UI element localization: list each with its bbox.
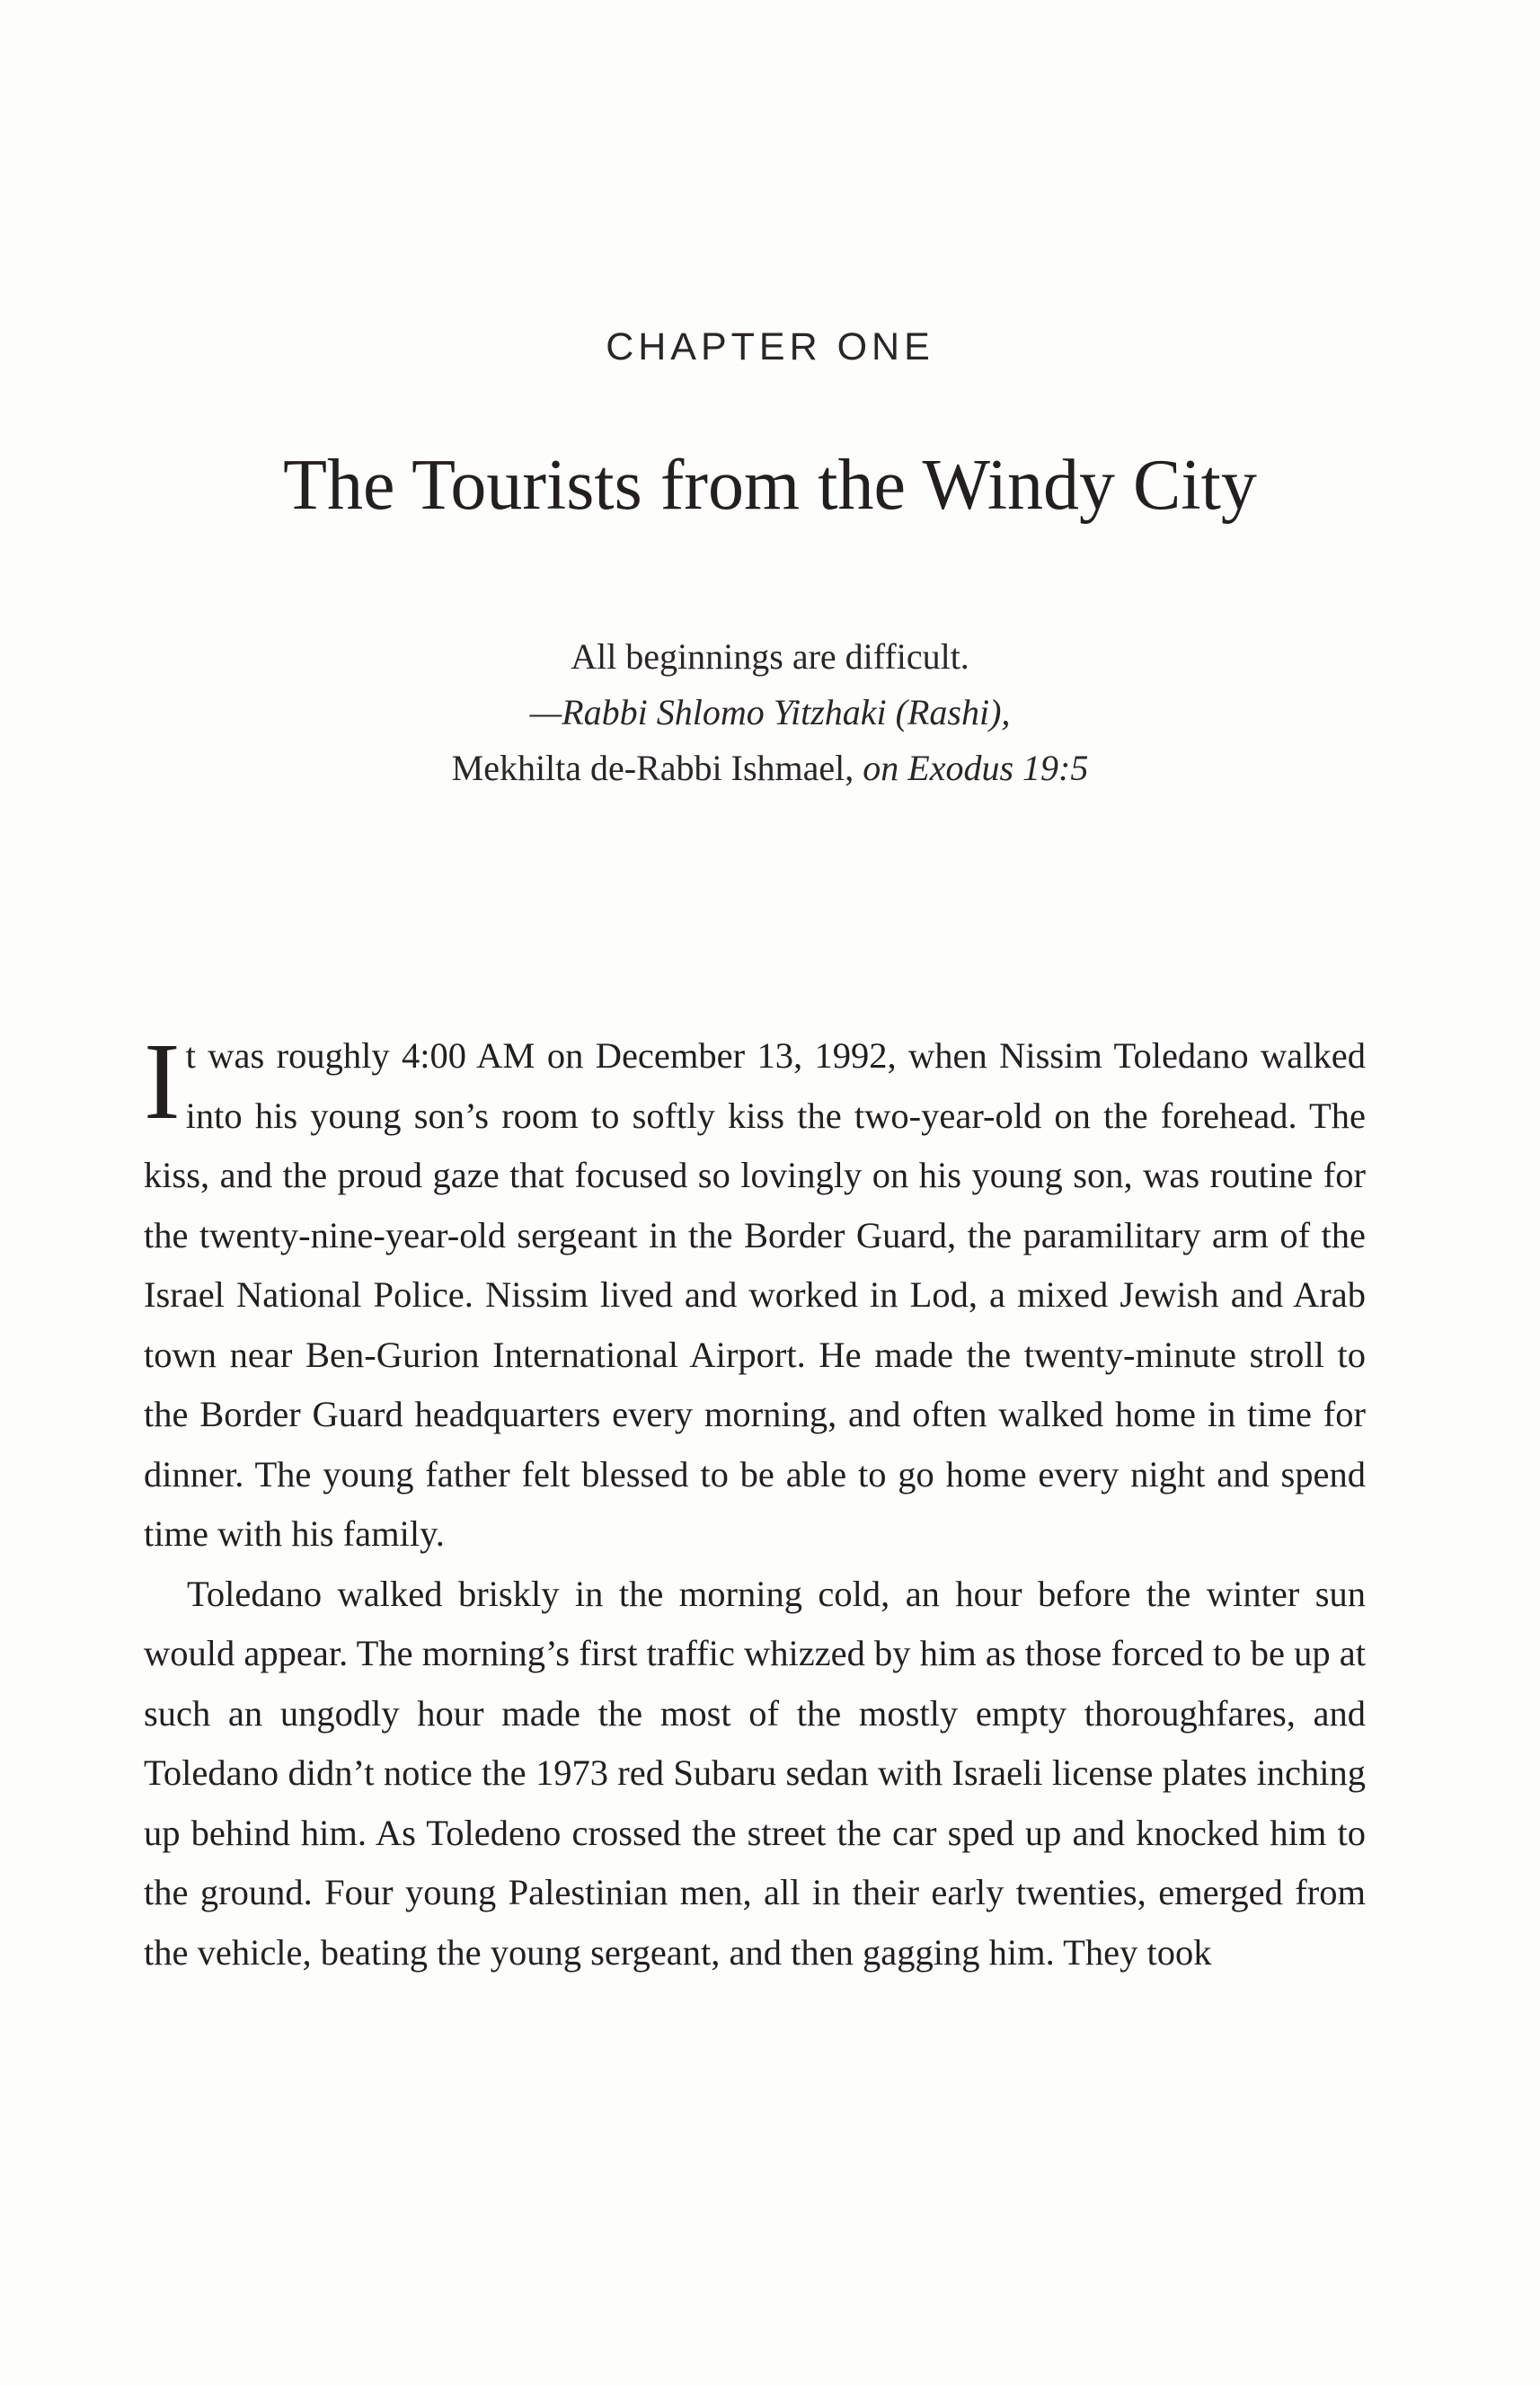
chapter-label: CHAPTER ONE	[606, 325, 934, 368]
chapter-body	[144, 1021, 1366, 1982]
epigraph-attribution: —Rabbi Shlomo Yitzhaki (Rashi),	[529, 692, 1011, 732]
epigraph	[0, 629, 1540, 796]
paragraph-1	[144, 1021, 1366, 1565]
epigraph-quote: All beginnings are difficult.	[571, 636, 969, 677]
epigraph-source-reference: on Exodus 19:5	[863, 748, 1089, 788]
drop-cap: I	[144, 1021, 181, 1142]
chapter-title: The Tourists from the Windy City	[283, 446, 1257, 525]
paragraph-1-text: t was roughly 4:00 AM on December 13, 1992, when Nissim Toledano walked into his young son’s room to softly kiss the two-year-old on the forehead. The kiss, and the proud gaze that focused so lovingly on his young son, was routine for the twenty-nine-year-old sergeant in the Border Guard, the paramilitary arm of the Israel National Police. Nissim lived and worked in Lod, a mixed Jewish and Arab town near Ben-Gurion International Airport. He made the twenty-minute stroll to the Border Guard headquarters every morning, and often walked home in time for dinner. The young father felt blessed to be able to go home every night and spend time with his family.	[144, 1035, 1366, 1554]
epigraph-source	[0, 741, 1540, 796]
paragraph-2: Toledano walked briskly in the morning cold, an hour before the winter sun would appear. The morning’s first traffic whizzed by him as those forced to be up at such an ungodly hour made the most of the mostly empty thoroughfares, and Toledano didn’t notice the 1973 red Subaru sedan with Israeli license plates inching up behind him. As Toledeno crossed the street the car sped up and knocked him to the ground. Four young Palestinian men, all in their early twenties, emerged from the vehicle, beating the young sergeant, and then gagging him. They took	[144, 1573, 1366, 1973]
epigraph-source-work: Mekhilta de-Rabbi Ishmael,	[451, 748, 854, 788]
